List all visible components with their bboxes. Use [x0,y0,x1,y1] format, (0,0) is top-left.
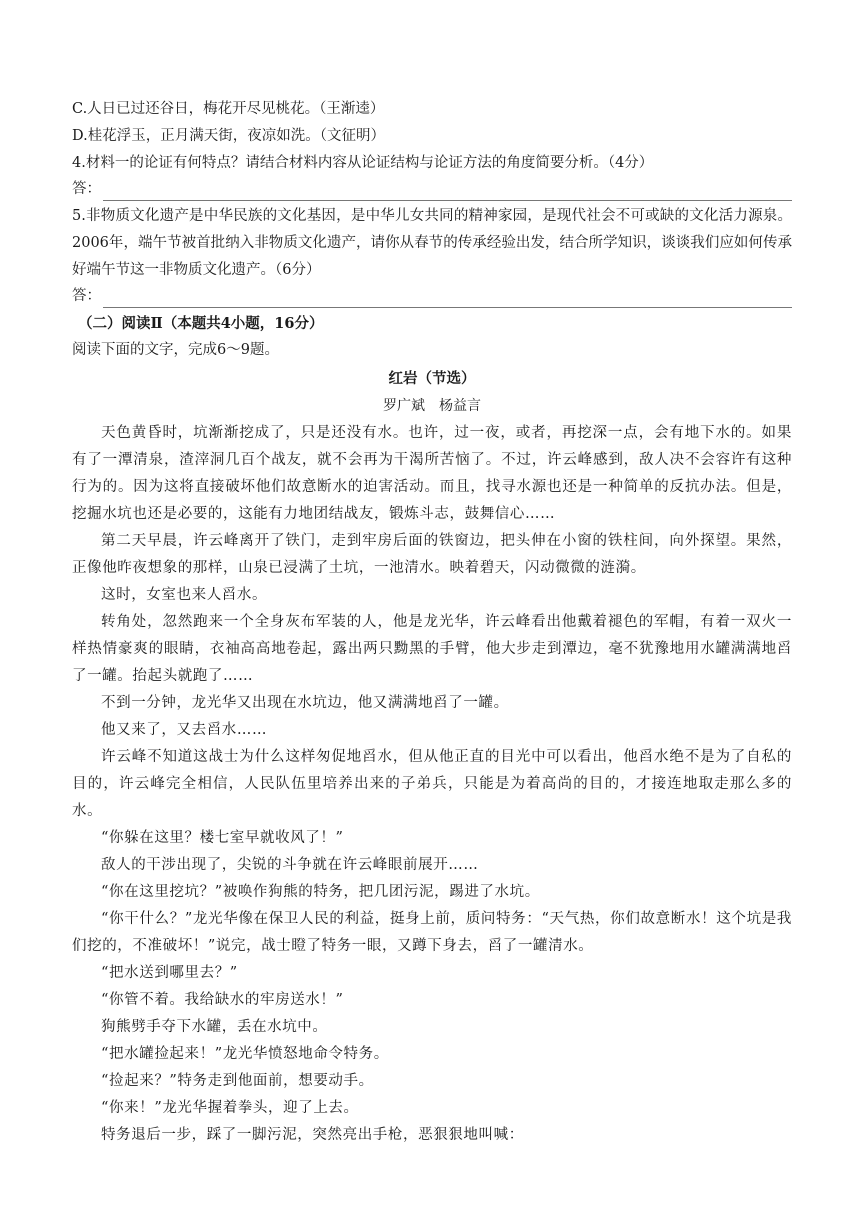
answer-rule [103,293,792,308]
option-d: D.桂花浮玉，正月满天街，夜凉如洗。（文征明） [72,128,385,144]
paragraph: “你躲在这里？楼七室早就收风了！” [101,830,344,846]
answer-label: 答： [72,288,101,304]
paragraph: 转角处，忽然跑来一个全身灰布军装的人，他是龙光华，许云峰看出他戴着褪色的军帽，有着一双火一样热情豪爽的眼睛，衣袖高高地卷起，露出两只黝黑的手臂，他大步走到潭边，毫不犹豫地用水罐满满地舀了一罐。抬起头就跑了…… [72,614,792,684]
answer-label: 答： [72,181,101,197]
passage-authors: 罗广斌 杨益言 [383,398,481,414]
exam-page [72,96,792,1149]
paragraph: 这时，女室也来人舀水。 [101,587,268,603]
paragraph: 不到一分钟，龙光华又出现在水坑边，他又满满地舀了一罐。 [101,695,509,711]
paragraph: “把水罐捡起来！”龙光华愤怒地命令特务。 [101,1046,389,1062]
paragraph: “捡起来？”特务走到他面前，想要动手。 [101,1073,374,1089]
paragraph: “你干什么？”龙光华像在保卫人民的利益，挺身上前，质问特务：“天气热，你们故意断水！这个坑是我们挖的，不准破坏！”说完，战士瞪了特务一眼，又蹲下身去，舀了一罐清水。 [72,911,792,954]
answer-line-q4[interactable] [72,177,792,201]
paragraph: “你管不着。我给缺水的牢房送水！” [101,992,344,1008]
paragraph: 狗熊劈手夺下水罐，丢在水坑中。 [101,1019,328,1035]
paragraph: “把水送到哪里去？” [101,965,238,981]
paragraph: “你在这里挖坑？”被唤作狗熊的特务，把几团污泥，踢进了水坑。 [101,884,540,900]
question-4: 4.材料一的论证有何特点？请结合材料内容从论证结构与论证方法的角度简要分析。（4分） [72,155,654,171]
paragraph: 特务退后一步，踩了一脚污泥，突然亮出手枪，恶狠狠地叫喊： [101,1127,524,1143]
reading-instruction: 阅读下面的文字，完成6～9题。 [72,342,279,358]
answer-rule [103,186,792,201]
paragraph: 天色黄昏时，坑渐渐挖成了，只是还没有水。也许，过一夜，或者，再挖深一点，会有地下水的。如果有了一潭清泉，渣滓洞几百个战友，就不会再为干渴所苦恼了。不过，许云峰感到，敌人决不会容许有这种行为的。因为这将直接破坏他们故意断水的迫害活动。而且，找寻水源也还是一种简单的反抗办法。但是，挖掘水坑也还是必要的，这能有力地团结战友，锻炼斗志，鼓舞信心…… [72,425,792,522]
option-c: C.人日已过还谷日，梅花开尽见桃花。（王渐逵） [72,101,385,117]
paragraph: 第二天早晨，许云峰离开了铁门，走到牢房后面的铁窗边，把头伸在小窗的铁柱间，向外探望。果然，正像他昨夜想象的那样，山泉已浸满了土坑，一池清水。映着碧天，闪动微微的涟漪。 [72,533,792,576]
paragraph: “你来！”龙光华握着拳头，迎了上去。 [101,1100,359,1116]
paragraph: 许云峰不知道这战士为什么这样匆促地舀水，但从他正直的目光中可以看出，他舀水绝不是为了自私的目的，许云峰完全相信，人民队伍里培养出来的子弟兵，只能是为着高尚的目的，才接连地取走那么多的水。 [72,749,792,819]
answer-line-q5[interactable] [72,284,792,308]
paragraph: 敌人的干涉出现了，尖锐的斗争就在许云峰眼前展开…… [101,857,479,873]
section-heading: （二）阅读Ⅱ（本题共4小题，16分） [78,315,324,332]
passage-title: 红岩（节选） [388,370,476,387]
paragraph: 他又来了，又去舀水…… [101,722,268,738]
question-5: 5.非物质文化遗产是中华民族的文化基因，是中华儿女共同的精神家园，是现代社会不可或缺的文化活力源泉。2006年，端午节被首批纳入非物质文化遗产，请你从春节的传承经验出发，结合所学知识，谈谈我们应如何传承好端午节这一非物质文化遗产。（6分） [72,208,792,278]
